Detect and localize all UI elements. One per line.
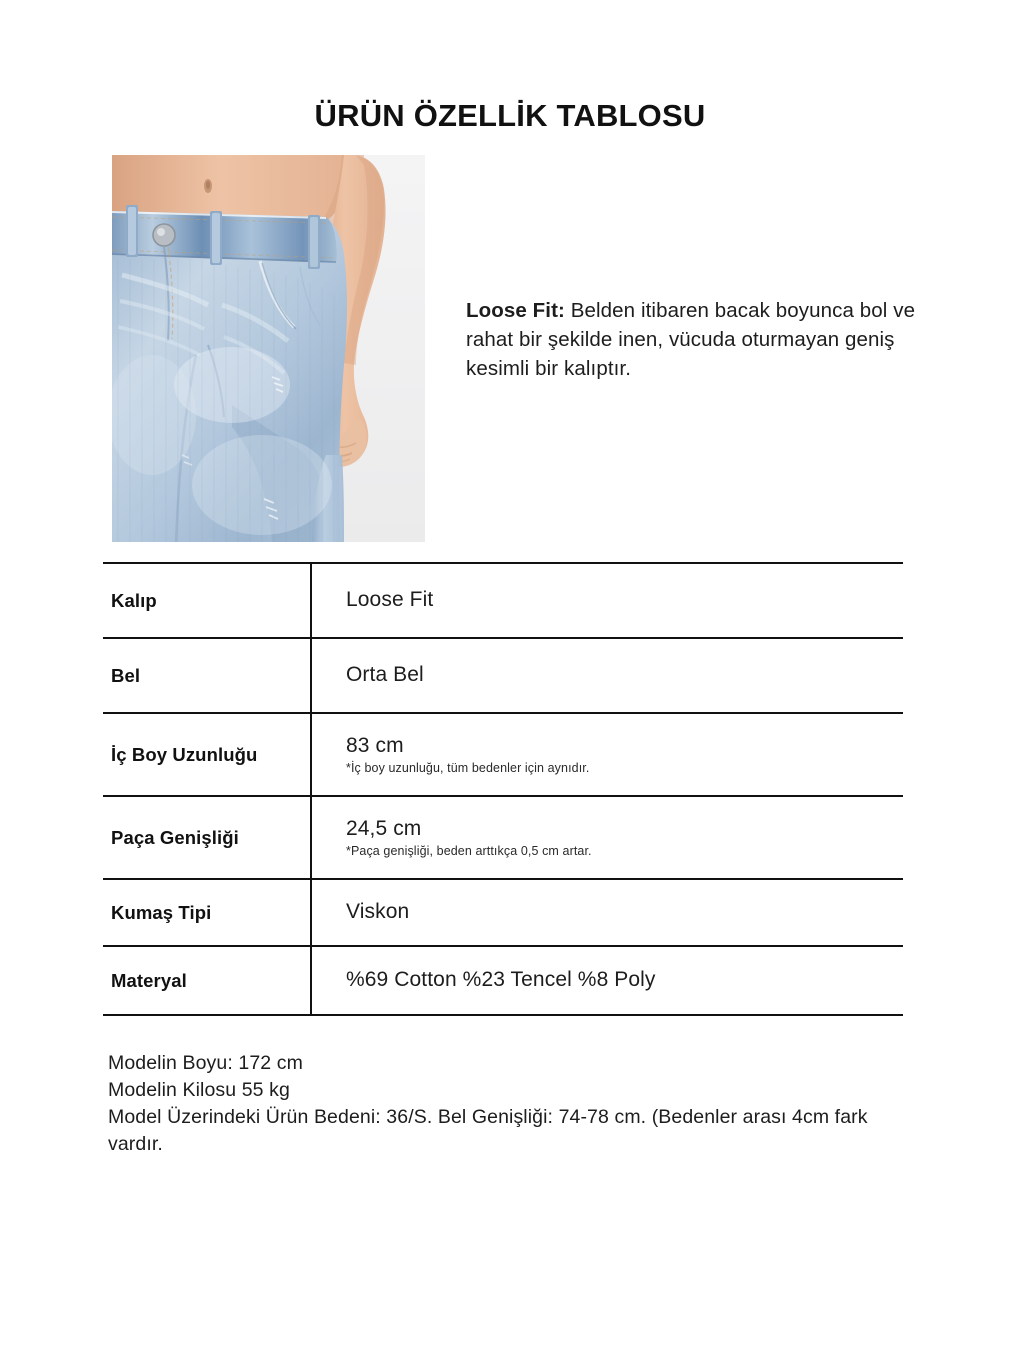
table-row (103, 637, 903, 712)
spec-value-cell (310, 947, 903, 1014)
table-row (103, 878, 903, 945)
product-image-illustration (112, 155, 425, 542)
spec-value-note: *İç boy uzunluğu, tüm bedenler için aynıdır. (346, 760, 590, 775)
model-worn-size: Model Üzerindeki Ürün Bedeni: 36/S. Bel Genişliği: 74-78 cm. (Bedenler arası 4cm fark vardır. (108, 1106, 874, 1155)
spec-value: 83 cm (346, 734, 404, 758)
table-row (103, 712, 903, 795)
table-row (103, 795, 903, 878)
fit-description-body: Belden itibaren bacak boyunca bol ve rahat bir şekilde inen, vücuda oturmayan geniş kesimli bir kalıptır. (466, 299, 916, 380)
spec-table (103, 562, 903, 1016)
spec-value: Orta Bel (346, 663, 424, 687)
table-row (103, 945, 903, 1016)
spec-label: Kumaş Tipi (111, 901, 212, 923)
spec-value-cell (310, 797, 903, 878)
spec-value-cell (310, 639, 903, 712)
spec-label: Paça Genişliği (111, 826, 239, 848)
table-row (103, 562, 903, 637)
spec-value-cell (310, 880, 903, 945)
spec-label: Materyal (111, 969, 187, 991)
spec-label: Bel (111, 664, 141, 686)
spec-label: İç Boy Uzunluğu (111, 743, 258, 765)
fit-description (466, 296, 926, 383)
spec-value: %69 Cotton %23 Tencel %8 Poly (346, 968, 656, 992)
spec-value: Viskon (346, 900, 410, 924)
spec-value: Loose Fit (346, 588, 434, 612)
spec-value-cell (310, 564, 903, 637)
fit-description-lead: Loose Fit: (466, 299, 565, 322)
model-info (108, 1050, 898, 1158)
spec-value: 24,5 cm (346, 817, 422, 841)
spec-value-cell (310, 714, 903, 795)
page-title: ÜRÜN ÖZELLİK TABLOSU (314, 98, 706, 133)
model-height: Modelin Boyu: 172 cm (108, 1052, 303, 1074)
spec-value-note: *Paça genişliği, beden arttıkça 0,5 cm artar. (346, 843, 592, 858)
spec-label: Kalıp (111, 589, 157, 611)
product-image (112, 155, 425, 542)
model-weight: Modelin Kilosu 55 kg (108, 1079, 290, 1101)
